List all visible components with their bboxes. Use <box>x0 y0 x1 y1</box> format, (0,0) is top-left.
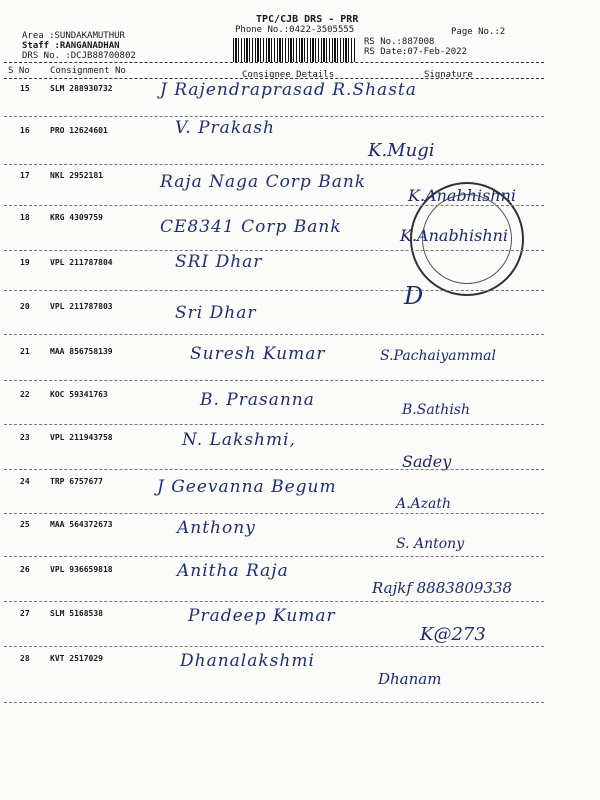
row-consignee: J Rajendraprasad R.Shasta <box>160 80 417 100</box>
row-consignee: CE8341 Corp Bank <box>160 217 342 237</box>
row-consignee: Dhanalakshmi <box>180 651 315 671</box>
column-header-divider <box>4 78 544 79</box>
col-signature-header: Signature <box>424 70 473 80</box>
row-consignee: J Geevanna Begum <box>157 477 337 497</box>
row-divider <box>4 601 544 602</box>
row-sno: 20 <box>20 302 30 311</box>
row-consignee: Raja Naga Corp Bank <box>160 172 367 192</box>
row-consignment-no: KRG 4309759 <box>50 213 103 222</box>
row-consignment-no: KOC 59341763 <box>50 390 108 399</box>
row-signature: B.Sathish <box>402 402 470 418</box>
row-signature: K.Anabhishni <box>408 186 517 205</box>
row-consignee: N. Lakshmi, <box>182 430 296 450</box>
row-signature: K.Anabhishni <box>400 226 509 245</box>
area-field: Area :SUNDAKAMUTHUR <box>22 31 125 41</box>
row-sno: 16 <box>20 126 30 135</box>
row-divider <box>4 556 544 557</box>
row-divider <box>4 513 544 514</box>
row-consignment-no: MAA 564372673 <box>50 520 113 529</box>
phone-number: Phone No.:0422-3505555 <box>235 25 355 35</box>
row-divider <box>4 702 544 703</box>
row-signature: Rajkf 8883809338 <box>372 579 513 597</box>
row-sno: 23 <box>20 433 30 442</box>
row-divider <box>4 116 544 117</box>
row-signature: K.Mugi <box>368 140 435 161</box>
row-consignment-no: PRO 12624601 <box>50 126 108 135</box>
row-consignee: Suresh Kumar <box>190 344 326 364</box>
row-signature: S.Pachaiyammal <box>380 348 496 364</box>
page-number: Page No.:2 <box>451 27 506 37</box>
row-divider <box>4 250 544 251</box>
row-consignment-no: NKL 2952181 <box>50 171 103 180</box>
row-sno: 26 <box>20 565 30 574</box>
row-consignment-no: KVT 2517029 <box>50 654 103 663</box>
row-divider <box>4 424 544 425</box>
row-divider <box>4 164 544 165</box>
barcode <box>233 38 355 62</box>
document-title: TPC/CJB DRS - PRR <box>256 14 359 25</box>
row-divider <box>4 334 544 335</box>
row-consignment-no: VPL 211787804 <box>50 258 113 267</box>
row-consignment-no: SLM 288930732 <box>50 84 113 93</box>
row-signature: A.Azath <box>396 496 452 512</box>
row-signature: D <box>404 282 424 310</box>
row-divider <box>4 380 544 381</box>
col-consignee-header: Consignee Details <box>242 70 335 80</box>
row-sno: 19 <box>20 258 30 267</box>
row-divider <box>4 205 544 206</box>
row-sno: 22 <box>20 390 30 399</box>
row-sno: 21 <box>20 347 30 356</box>
row-consignee: Anthony <box>177 518 256 538</box>
staff-field: Staff :RANGANADHAN <box>22 41 120 51</box>
col-sno-header: S No <box>8 66 30 76</box>
row-divider <box>4 469 544 470</box>
row-consignee: SRI Dhar <box>175 252 263 272</box>
row-consignment-no: VPL 936659818 <box>50 565 113 574</box>
row-divider <box>4 646 544 647</box>
row-consignee: Anitha Raja <box>177 561 289 581</box>
row-sno: 15 <box>20 84 30 93</box>
row-sno: 17 <box>20 171 30 180</box>
row-signature: K@273 <box>420 624 486 645</box>
row-signature: Sadey <box>402 452 452 471</box>
row-sno: 28 <box>20 654 30 663</box>
drs-number: DRS No. :DCJB88700802 <box>22 51 136 61</box>
rs-number: RS No.:887008 <box>364 37 435 47</box>
row-consignee: Pradeep Kumar <box>188 606 336 626</box>
row-consignee: B. Prasanna <box>200 390 315 410</box>
row-sno: 27 <box>20 609 30 618</box>
row-divider <box>4 290 544 291</box>
row-consignment-no: VPL 211943758 <box>50 433 113 442</box>
row-signature: S. Antony <box>396 536 465 552</box>
row-sno: 24 <box>20 477 30 486</box>
row-signature: Dhanam <box>378 670 442 688</box>
header-divider <box>4 62 544 63</box>
row-sno: 18 <box>20 213 30 222</box>
row-consignment-no: SLM 5168538 <box>50 609 103 618</box>
row-sno: 25 <box>20 520 30 529</box>
col-consignment-header: Consignment No <box>50 66 126 76</box>
row-consignee: Sri Dhar <box>175 303 257 323</box>
row-consignment-no: TRP 6757677 <box>50 477 103 486</box>
row-consignment-no: MAA 856758139 <box>50 347 113 356</box>
row-consignment-no: VPL 211787803 <box>50 302 113 311</box>
rs-date: RS Date:07-Feb-2022 <box>364 47 467 57</box>
row-consignee: V. Prakash <box>175 118 275 138</box>
